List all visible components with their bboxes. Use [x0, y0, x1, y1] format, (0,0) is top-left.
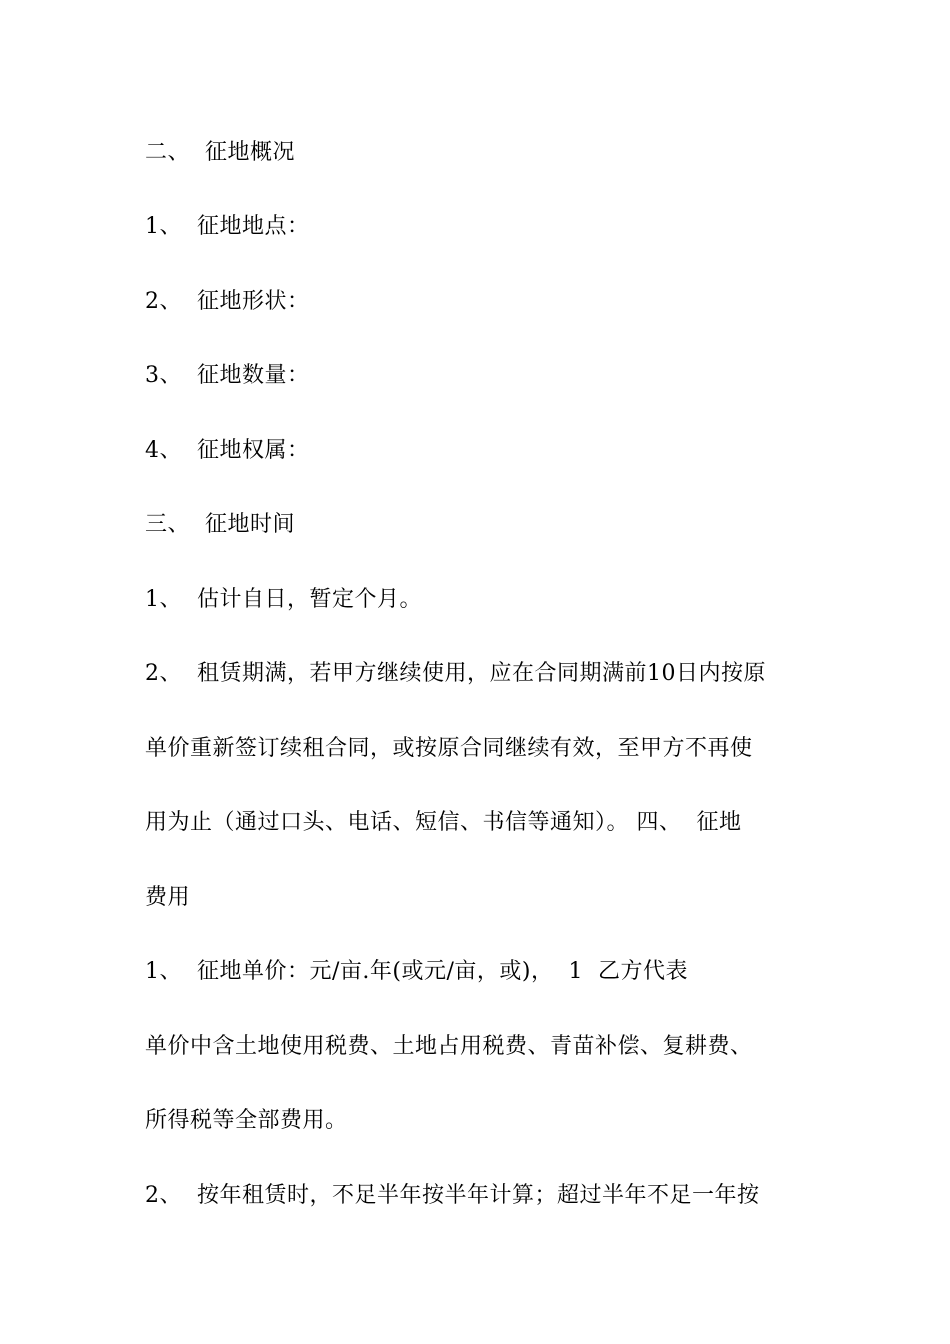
text-line-quantity: 3、 征地数量： [145, 363, 310, 388]
text-line-ownership: 4、 征地权属： [145, 438, 310, 463]
text-line-unit-price: 1、 征地单价：元/亩.年(或元/亩，或)， 1 乙方代表 [145, 959, 688, 984]
text-line-fee-heading: 费用 [145, 885, 191, 910]
text-line-annual-lease: 2、 按年租赁时，不足半年按半年计算；超过半年不足一年按 [145, 1183, 760, 1208]
text-line-period: 1、 估计自日，暂定个月。 [145, 587, 422, 612]
text-line-renewal-2: 单价重新签订续租合同，或按原合同继续有效，至甲方不再使 [145, 736, 753, 761]
text-line-price-includes: 单价中含土地使用税费、土地占用税费、青苗补偿、复耕费、 [145, 1034, 753, 1059]
text-line-location: 1、 征地地点： [145, 214, 310, 239]
text-line-renewal-3: 用为止（通过口头、电话、短信、书信等通知）。 四、 征地 [145, 810, 742, 835]
section-heading-2: 二、 征地概况 [145, 140, 295, 165]
text-line-renewal-1: 2、 租赁期满，若甲方继续使用，应在合同期满前10日内按原 [145, 661, 766, 686]
section-heading-3: 三、 征地时间 [145, 512, 295, 537]
text-line-price-includes-2: 所得税等全部费用。 [145, 1108, 348, 1133]
text-line-shape: 2、 征地形状： [145, 289, 310, 314]
